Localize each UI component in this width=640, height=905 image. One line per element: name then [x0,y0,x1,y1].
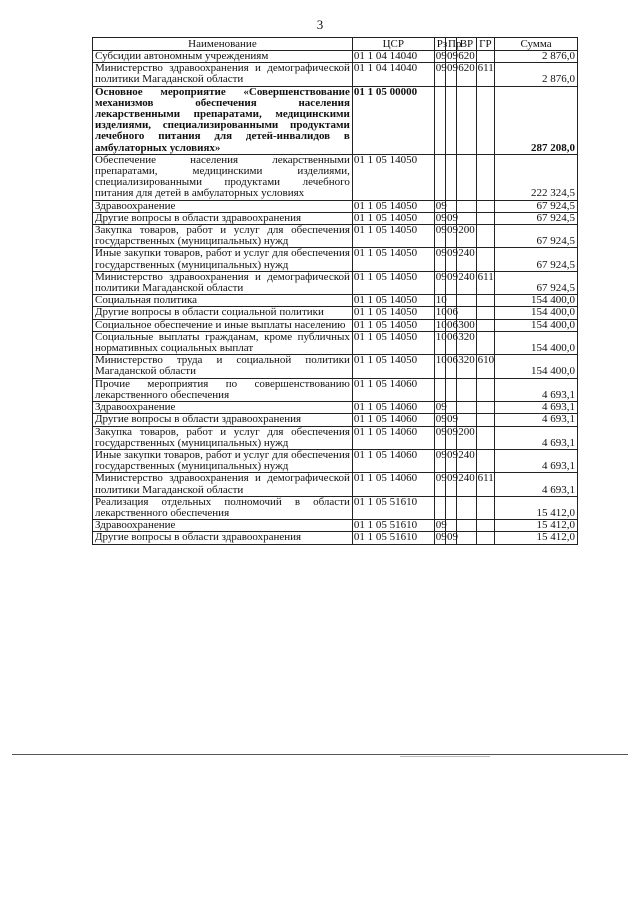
cell-name: Реализация отдельных полномочий в области лекарственного обеспечения [93,496,353,519]
table-row [93,473,578,496]
cell-vr [457,212,476,224]
cell-csr: 01 1 05 14060 [352,402,434,414]
cell-pr: 06 [445,331,456,354]
cell-csr: 01 1 05 14050 [352,307,434,319]
cell-sum: 4 693,1 [495,473,578,496]
cell-vr: 240 [457,473,476,496]
cell-gr [476,295,494,307]
cell-name: Другие вопросы в области социальной политики [93,307,353,319]
cell-pr [445,86,456,154]
cell-csr: 01 1 05 14060 [352,378,434,401]
cell-csr: 01 1 05 14050 [352,225,434,248]
cell-sum: 67 924,5 [495,212,578,224]
cell-pr: 06 [446,306,458,319]
cell-csr: 01 1 05 14050 [352,271,434,294]
cell-sum: 15 412,0 [495,520,578,532]
cell-sum: 4 693,1 [495,449,578,472]
cell-sum: 4 693,1 [495,426,578,449]
cell-rz [434,378,445,401]
cell-gr: 611 [476,473,494,496]
table-row [93,51,578,63]
table-row [93,271,578,294]
cell-gr: 610 [476,355,494,378]
cell-pr [445,200,456,212]
cell-vr [457,520,476,532]
cell-name: Другие вопросы в области здравоохранения [93,414,353,426]
table-row [93,200,578,212]
cell-gr: 611 [476,63,494,86]
cell-gr [476,307,494,319]
cell-rz: 10 [435,318,447,331]
cell-vr [457,154,476,200]
cell-pr: 09 [446,413,458,426]
cell-gr [476,248,494,271]
cell-name: Социальная политика [93,295,353,307]
cell-vr [457,200,476,212]
cell-pr: 09 [445,63,456,86]
cell-sum: 67 924,5 [495,200,578,212]
cell-pr: 06 [446,318,458,331]
table-row [93,248,578,271]
table-row [93,532,578,544]
cell-pr [445,154,456,200]
cell-csr: 01 1 05 14060 [352,414,434,426]
cell-csr: 01 1 05 14060 [352,426,434,449]
cell-name: Здравоохранение [93,520,353,532]
cell-pr: 09 [445,248,456,271]
cell-csr: 01 1 05 14060 [352,449,434,472]
cell-csr: 01 1 05 14050 [352,200,434,212]
cell-sum: 4 693,1 [495,378,578,401]
cell-sum: 15 412,0 [495,496,578,519]
cell-gr [476,331,494,354]
cell-sum: 2 876,0 [495,63,578,86]
cell-gr [476,200,494,212]
cell-name: Министерство труда и социальной политики Магаданской области [93,355,353,378]
cell-rz: 09 [434,248,445,271]
cell-sum: 4 693,1 [495,414,578,426]
cell-rz [434,496,445,519]
table-row [93,402,578,414]
header-sum: Сумма [495,38,578,51]
table-row [93,63,578,86]
cell-rz: 09 [434,271,445,294]
page-number: 3 [316,17,324,32]
table-header-row [93,38,578,51]
cell-sum: 154 400,0 [495,331,578,354]
cell-vr: 320 [457,355,476,378]
cell-gr [476,319,494,331]
cell-vr [457,414,476,426]
cell-gr [476,402,494,414]
cell-pr: 09 [445,271,456,294]
cell-sum: 154 400,0 [495,307,578,319]
cell-rz: 09 [435,50,447,62]
cell-rz: 10 [435,306,447,319]
cell-rz: 09 [435,413,447,426]
cell-name: Министерство здравоохранения и демографической политики Магаданской области [93,271,353,294]
cell-vr [457,86,476,154]
cell-vr [457,295,476,307]
cell-csr: 01 1 04 14040 [352,51,434,63]
cell-csr: 01 1 05 14050 [352,295,434,307]
header-vr: ВР [457,38,476,51]
table-row [93,355,578,378]
cell-sum: 67 924,5 [495,225,578,248]
cell-sum: 67 924,5 [495,271,578,294]
table-row [93,520,578,532]
cell-pr: 06 [445,355,456,378]
table-row [93,295,578,307]
cell-rz [434,154,445,200]
cell-csr: 01 1 05 51610 [352,532,434,544]
cell-vr [457,307,476,319]
header-csr: ЦСР [352,38,434,51]
budget-table [92,37,578,545]
table-row [93,449,578,472]
cell-sum: 154 400,0 [495,295,578,307]
cell-pr: 09 [446,531,458,544]
cell-sum: 15 412,0 [495,532,578,544]
table-row [93,86,578,154]
cell-rz: 09 [434,473,445,496]
cell-sum: 154 400,0 [495,355,578,378]
cell-rz: 10 [435,294,447,307]
cell-sum: 4 693,1 [495,402,578,414]
cell-sum: 2 876,0 [495,51,578,63]
footer-divider [12,754,628,755]
table-row [93,496,578,519]
cell-gr [476,532,494,544]
cell-gr [476,212,494,224]
cell-name: Здравоохранение [93,402,353,414]
table-body [93,51,578,545]
cell-name: Основное мероприятие «Совершенствование механизмов обеспечения населения лекарственными препаратами, медицинскими изделиями, специализированными продуктами лечебного питания для детей-инвалидов в амбулаторных условиях» [93,86,353,154]
cell-name: Министерство здравоохранения и демографической политики Магаданской области [93,473,353,496]
cell-rz: 10 [434,331,445,354]
cell-rz: 09 [435,531,447,544]
cell-name: Обеспечение населения лекарственными препаратами, медицинскими изделиями, специализированными продуктами лечебного питания для детей в амбулаторных условиях [93,154,353,200]
cell-sum: 154 400,0 [495,319,578,331]
cell-name: Закупка товаров, работ и услуг для обеспечения государственных (муниципальных) нужд [93,426,353,449]
table-row [93,378,578,401]
cell-name: Здравоохранение [93,200,353,212]
cell-pr: 09 [445,426,456,449]
cell-name: Прочие мероприятия по совершенствованию лекарственного обеспечения [93,378,353,401]
cell-name: Министерство здравоохранения и демографической политики Магаданской области [93,63,353,86]
cell-csr: 01 1 05 00000 [352,86,434,154]
cell-pr [445,496,456,519]
cell-rz [434,86,445,154]
cell-name: Социальные выплаты гражданам, кроме публичных нормативных социальных выплат [93,331,353,354]
cell-vr [457,532,476,544]
cell-pr [445,402,456,414]
cell-csr: 01 1 05 14050 [352,154,434,200]
cell-csr: 01 1 05 14050 [352,331,434,354]
cell-name: Закупка товаров, работ и услуг для обеспечения государственных (муниципальных) нужд [93,225,353,248]
cell-gr [476,86,494,154]
cell-pr: 09 [446,211,458,224]
cell-csr: 01 1 05 14050 [352,248,434,271]
table-row [93,212,578,224]
cell-pr: 09 [446,50,458,62]
cell-gr [476,449,494,472]
cell-gr [476,378,494,401]
cell-vr: 240 [457,449,476,472]
cell-csr: 01 1 05 51610 [352,496,434,519]
cell-pr: 09 [445,473,456,496]
cell-vr [457,496,476,519]
cell-gr [476,520,494,532]
cell-vr: 620 [458,50,475,62]
cell-rz: 09 [434,63,445,86]
cell-vr [457,402,476,414]
cell-sum: 67 924,5 [495,248,578,271]
cell-csr: 01 1 05 14050 [352,355,434,378]
table-row [93,307,578,319]
cell-vr: 240 [457,248,476,271]
cell-name: Иные закупки товаров, работ и услуг для обеспечения государственных (муниципальных) нужд [93,449,353,472]
header-pr: Пр [445,38,456,51]
table-row [93,225,578,248]
cell-name: Другие вопросы в области здравоохранения [93,532,353,544]
cell-vr: 300 [458,318,475,331]
cell-gr [476,414,494,426]
cell-vr: 320 [457,331,476,354]
cell-name: Иные закупки товаров, работ и услуг для обеспечения государственных (муниципальных) нужд [93,248,353,271]
cell-vr: 200 [457,225,476,248]
cell-vr: 200 [457,426,476,449]
cell-sum: 222 324,5 [495,154,578,200]
cell-pr [445,520,456,532]
cell-rz: 09 [434,426,445,449]
cell-name: Субсидии автономным учреждениям [93,51,353,63]
cell-csr: 01 1 05 14050 [352,212,434,224]
cell-pr [445,378,456,401]
cell-csr: 01 1 05 14060 [352,473,434,496]
cell-rz: 09 [435,519,447,532]
cell-rz: 09 [435,199,447,212]
cell-gr [476,51,494,63]
footer-divider-faint [400,756,490,757]
table-row [93,426,578,449]
cell-vr: 620 [457,63,476,86]
cell-gr [476,426,494,449]
table-row [93,319,578,331]
cell-gr [476,225,494,248]
cell-gr: 611 [476,271,494,294]
cell-gr [476,154,494,200]
table-row [93,331,578,354]
cell-pr [445,295,456,307]
cell-pr: 09 [445,449,456,472]
cell-rz: 09 [435,401,447,414]
cell-pr: 09 [445,225,456,248]
cell-name: Социальное обеспечение и иные выплаты населению [93,319,353,331]
cell-csr: 01 1 05 51610 [352,520,434,532]
header-rz: Рз [434,38,445,51]
cell-rz: 09 [434,225,445,248]
cell-csr: 01 1 05 14050 [352,319,434,331]
cell-vr [457,378,476,401]
cell-rz: 09 [435,211,447,224]
cell-sum: 287 208,0 [495,86,578,154]
header-name: Наименование [93,38,353,51]
cell-rz: 09 [434,449,445,472]
header-gr: ГР [476,38,494,51]
cell-csr: 01 1 04 14040 [352,63,434,86]
table-row [93,154,578,200]
cell-rz: 10 [434,355,445,378]
cell-gr [476,496,494,519]
cell-vr: 240 [457,271,476,294]
table-row [93,414,578,426]
cell-name: Другие вопросы в области здравоохранения [93,212,353,224]
